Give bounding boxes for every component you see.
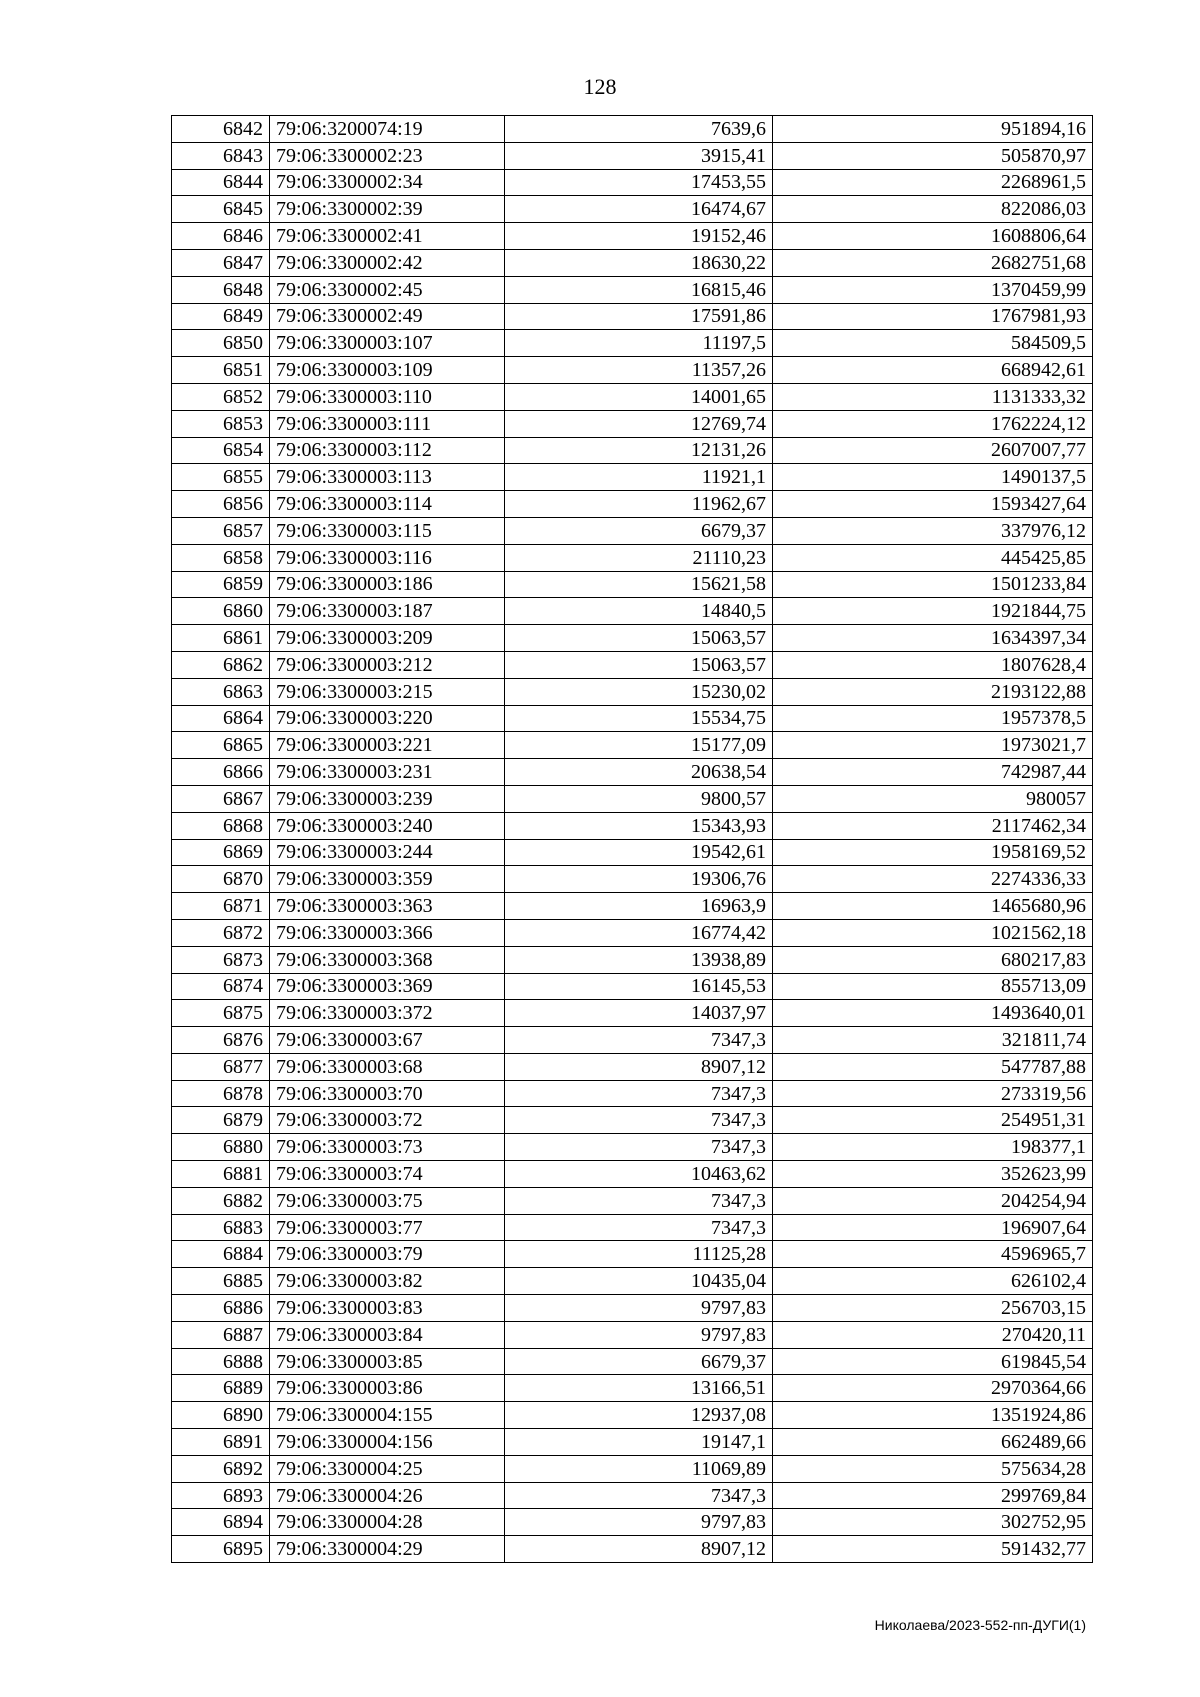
cadastral-number-cell: 79:06:3300003:77	[270, 1214, 505, 1241]
area-cell: 6679,37	[505, 1348, 773, 1375]
area-cell: 19152,46	[505, 223, 773, 250]
table-row	[172, 678, 1093, 705]
cadastral-value-table	[171, 115, 1093, 1563]
cadastral-value-cell: 2268961,5	[773, 169, 1093, 196]
cadastral-value-cell: 1767981,93	[773, 303, 1093, 330]
row-number-cell: 6885	[172, 1268, 270, 1295]
row-number-cell: 6889	[172, 1375, 270, 1402]
row-number-cell: 6873	[172, 946, 270, 973]
cadastral-number-cell: 79:06:3300002:41	[270, 223, 505, 250]
area-cell: 15177,09	[505, 732, 773, 759]
cadastral-number-cell: 79:06:3300004:28	[270, 1509, 505, 1536]
row-number-cell: 6865	[172, 732, 270, 759]
cadastral-number-cell: 79:06:3300003:70	[270, 1080, 505, 1107]
area-cell: 12769,74	[505, 410, 773, 437]
area-cell: 16145,53	[505, 973, 773, 1000]
cadastral-number-cell: 79:06:3300003:187	[270, 598, 505, 625]
table-row	[172, 142, 1093, 169]
row-number-cell: 6871	[172, 893, 270, 920]
cadastral-number-cell: 79:06:3300003:368	[270, 946, 505, 973]
cadastral-value-cell: 2682751,68	[773, 249, 1093, 276]
cadastral-value-cell: 668942,61	[773, 357, 1093, 384]
area-cell: 16963,9	[505, 893, 773, 920]
row-number-cell: 6858	[172, 544, 270, 571]
table-row	[172, 1268, 1093, 1295]
cadastral-number-cell: 79:06:3300003:369	[270, 973, 505, 1000]
cadastral-number-cell: 79:06:3300003:231	[270, 759, 505, 786]
row-number-cell: 6859	[172, 571, 270, 598]
table-row	[172, 1000, 1093, 1027]
cadastral-value-cell: 1131333,32	[773, 383, 1093, 410]
row-number-cell: 6877	[172, 1053, 270, 1080]
row-number-cell: 6850	[172, 330, 270, 357]
cadastral-value-cell: 254951,31	[773, 1107, 1093, 1134]
row-number-cell: 6874	[172, 973, 270, 1000]
row-number-cell: 6847	[172, 249, 270, 276]
table-row	[172, 1053, 1093, 1080]
cadastral-value-cell: 1921844,75	[773, 598, 1093, 625]
cadastral-number-cell: 79:06:3300003:107	[270, 330, 505, 357]
row-number-cell: 6887	[172, 1321, 270, 1348]
table-row	[172, 1402, 1093, 1429]
row-number-cell: 6842	[172, 116, 270, 143]
table-row	[172, 705, 1093, 732]
row-number-cell: 6895	[172, 1536, 270, 1563]
row-number-cell: 6878	[172, 1080, 270, 1107]
table-row	[172, 169, 1093, 196]
cadastral-number-cell: 79:06:3300003:74	[270, 1161, 505, 1188]
cadastral-number-cell: 79:06:3300003:84	[270, 1321, 505, 1348]
area-cell: 7639,6	[505, 116, 773, 143]
area-cell: 21110,23	[505, 544, 773, 571]
cadastral-value-cell: 1807628,4	[773, 651, 1093, 678]
row-number-cell: 6849	[172, 303, 270, 330]
cadastral-value-cell: 299769,84	[773, 1482, 1093, 1509]
cadastral-number-cell: 79:06:3300004:25	[270, 1455, 505, 1482]
table-row	[172, 919, 1093, 946]
area-cell: 3915,41	[505, 142, 773, 169]
cadastral-number-cell: 79:06:3300003:366	[270, 919, 505, 946]
cadastral-value-cell: 822086,03	[773, 196, 1093, 223]
row-number-cell: 6868	[172, 812, 270, 839]
cadastral-number-cell: 79:06:3300002:39	[270, 196, 505, 223]
table-row	[172, 785, 1093, 812]
table-row	[172, 196, 1093, 223]
cadastral-value-cell: 855713,09	[773, 973, 1093, 1000]
table-row	[172, 1187, 1093, 1214]
row-number-cell: 6883	[172, 1214, 270, 1241]
row-number-cell: 6863	[172, 678, 270, 705]
area-cell: 9797,83	[505, 1295, 773, 1322]
cadastral-number-cell: 79:06:3300004:29	[270, 1536, 505, 1563]
cadastral-value-cell: 1490137,5	[773, 464, 1093, 491]
cadastral-value-cell: 321811,74	[773, 1027, 1093, 1054]
table-row	[172, 1134, 1093, 1161]
row-number-cell: 6848	[172, 276, 270, 303]
table-row	[172, 437, 1093, 464]
row-number-cell: 6864	[172, 705, 270, 732]
table-row	[172, 866, 1093, 893]
cadastral-number-cell: 79:06:3300003:363	[270, 893, 505, 920]
area-cell: 11357,26	[505, 357, 773, 384]
area-cell: 9800,57	[505, 785, 773, 812]
cadastral-number-cell: 79:06:3300003:239	[270, 785, 505, 812]
cadastral-number-cell: 79:06:3300003:244	[270, 839, 505, 866]
table-row	[172, 464, 1093, 491]
cadastral-value-cell: 1465680,96	[773, 893, 1093, 920]
area-cell: 11197,5	[505, 330, 773, 357]
area-cell: 13166,51	[505, 1375, 773, 1402]
cadastral-value-cell: 619845,54	[773, 1348, 1093, 1375]
cadastral-number-cell: 79:06:3300003:73	[270, 1134, 505, 1161]
row-number-cell: 6843	[172, 142, 270, 169]
cadastral-number-cell: 79:06:3300002:42	[270, 249, 505, 276]
area-cell: 7347,3	[505, 1482, 773, 1509]
cadastral-number-cell: 79:06:3300003:75	[270, 1187, 505, 1214]
cadastral-value-cell: 2193122,88	[773, 678, 1093, 705]
row-number-cell: 6886	[172, 1295, 270, 1322]
area-cell: 12937,08	[505, 1402, 773, 1429]
row-number-cell: 6870	[172, 866, 270, 893]
area-cell: 11921,1	[505, 464, 773, 491]
area-cell: 16815,46	[505, 276, 773, 303]
area-cell: 6679,37	[505, 517, 773, 544]
area-cell: 15621,58	[505, 571, 773, 598]
cadastral-number-cell: 79:06:3300003:186	[270, 571, 505, 598]
cadastral-value-cell: 547787,88	[773, 1053, 1093, 1080]
document-reference: Николаева/2023-552-пп-ДУГИ(1)	[874, 1617, 1086, 1633]
area-cell: 15230,02	[505, 678, 773, 705]
area-cell: 7347,3	[505, 1214, 773, 1241]
area-cell: 10463,62	[505, 1161, 773, 1188]
table-row	[172, 383, 1093, 410]
table-row	[172, 1375, 1093, 1402]
cadastral-value-cell: 256703,15	[773, 1295, 1093, 1322]
cadastral-value-cell: 352623,99	[773, 1161, 1093, 1188]
table-row	[172, 946, 1093, 973]
area-cell: 9797,83	[505, 1321, 773, 1348]
cadastral-value-cell: 980057	[773, 785, 1093, 812]
row-number-cell: 6893	[172, 1482, 270, 1509]
area-cell: 15063,57	[505, 651, 773, 678]
cadastral-number-cell: 79:06:3300002:45	[270, 276, 505, 303]
cadastral-value-cell: 270420,11	[773, 1321, 1093, 1348]
row-number-cell: 6892	[172, 1455, 270, 1482]
table-row	[172, 1455, 1093, 1482]
cadastral-number-cell: 79:06:3300004:156	[270, 1429, 505, 1456]
area-cell: 7347,3	[505, 1080, 773, 1107]
table-row	[172, 1509, 1093, 1536]
area-cell: 7347,3	[505, 1027, 773, 1054]
cadastral-value-cell: 273319,56	[773, 1080, 1093, 1107]
table-row	[172, 544, 1093, 571]
cadastral-number-cell: 79:06:3300004:155	[270, 1402, 505, 1429]
cadastral-value-cell: 1973021,7	[773, 732, 1093, 759]
cadastral-value-cell: 1370459,99	[773, 276, 1093, 303]
cadastral-number-cell: 79:06:3300003:82	[270, 1268, 505, 1295]
cadastral-value-cell: 2274336,33	[773, 866, 1093, 893]
cadastral-number-cell: 79:06:3300003:221	[270, 732, 505, 759]
cadastral-value-cell: 584509,5	[773, 330, 1093, 357]
table-row	[172, 249, 1093, 276]
area-cell: 13938,89	[505, 946, 773, 973]
area-cell: 17591,86	[505, 303, 773, 330]
table-body	[172, 116, 1093, 1563]
row-number-cell: 6852	[172, 383, 270, 410]
area-cell: 19542,61	[505, 839, 773, 866]
table-row	[172, 1161, 1093, 1188]
cadastral-value-cell: 204254,94	[773, 1187, 1093, 1214]
cadastral-value-cell: 1493640,01	[773, 1000, 1093, 1027]
area-cell: 9797,83	[505, 1509, 773, 1536]
cadastral-number-cell: 79:06:3300002:34	[270, 169, 505, 196]
table-row	[172, 1214, 1093, 1241]
table-row	[172, 1482, 1093, 1509]
cadastral-number-cell: 79:06:3300003:115	[270, 517, 505, 544]
table-row	[172, 651, 1093, 678]
cadastral-value-cell: 680217,83	[773, 946, 1093, 973]
row-number-cell: 6888	[172, 1348, 270, 1375]
table-row	[172, 1348, 1093, 1375]
cadastral-number-cell: 79:06:3300003:240	[270, 812, 505, 839]
table-row	[172, 330, 1093, 357]
row-number-cell: 6894	[172, 1509, 270, 1536]
area-cell: 10435,04	[505, 1268, 773, 1295]
row-number-cell: 6869	[172, 839, 270, 866]
cadastral-value-cell: 2117462,34	[773, 812, 1093, 839]
area-cell: 19147,1	[505, 1429, 773, 1456]
cadastral-value-cell: 196907,64	[773, 1214, 1093, 1241]
table-row	[172, 276, 1093, 303]
row-number-cell: 6857	[172, 517, 270, 544]
row-number-cell: 6884	[172, 1241, 270, 1268]
cadastral-value-cell: 445425,85	[773, 544, 1093, 571]
row-number-cell: 6861	[172, 625, 270, 652]
area-cell: 16774,42	[505, 919, 773, 946]
page-number: 128	[583, 74, 617, 99]
table-row	[172, 1027, 1093, 1054]
cadastral-number-cell: 79:06:3300003:359	[270, 866, 505, 893]
cadastral-value-cell: 591432,77	[773, 1536, 1093, 1563]
cadastral-number-cell: 79:06:3300003:85	[270, 1348, 505, 1375]
area-cell: 14840,5	[505, 598, 773, 625]
table-row	[172, 625, 1093, 652]
area-cell: 12131,26	[505, 437, 773, 464]
row-number-cell: 6872	[172, 919, 270, 946]
table-row	[172, 893, 1093, 920]
cadastral-number-cell: 79:06:3300003:220	[270, 705, 505, 732]
cadastral-number-cell: 79:06:3200074:19	[270, 116, 505, 143]
cadastral-value-cell: 1021562,18	[773, 919, 1093, 946]
table-row	[172, 1080, 1093, 1107]
row-number-cell: 6879	[172, 1107, 270, 1134]
table-row	[172, 410, 1093, 437]
table-row	[172, 517, 1093, 544]
cadastral-number-cell: 79:06:3300003:111	[270, 410, 505, 437]
cadastral-number-cell: 79:06:3300002:23	[270, 142, 505, 169]
row-number-cell: 6854	[172, 437, 270, 464]
cadastral-number-cell: 79:06:3300004:26	[270, 1482, 505, 1509]
row-number-cell: 6846	[172, 223, 270, 250]
table-row	[172, 1295, 1093, 1322]
cadastral-value-cell: 198377,1	[773, 1134, 1093, 1161]
row-number-cell: 6866	[172, 759, 270, 786]
row-number-cell: 6853	[172, 410, 270, 437]
row-number-cell: 6867	[172, 785, 270, 812]
cadastral-value-cell: 742987,44	[773, 759, 1093, 786]
table-row	[172, 1429, 1093, 1456]
table-row	[172, 973, 1093, 1000]
cadastral-value-cell: 1608806,64	[773, 223, 1093, 250]
area-cell: 15534,75	[505, 705, 773, 732]
row-number-cell: 6855	[172, 464, 270, 491]
cadastral-number-cell: 79:06:3300003:372	[270, 1000, 505, 1027]
area-cell: 8907,12	[505, 1536, 773, 1563]
area-cell: 16474,67	[505, 196, 773, 223]
cadastral-number-cell: 79:06:3300003:83	[270, 1295, 505, 1322]
cadastral-number-cell: 79:06:3300002:49	[270, 303, 505, 330]
area-cell: 19306,76	[505, 866, 773, 893]
row-number-cell: 6856	[172, 491, 270, 518]
area-cell: 14001,65	[505, 383, 773, 410]
row-number-cell: 6891	[172, 1429, 270, 1456]
area-cell: 7347,3	[505, 1187, 773, 1214]
area-cell: 14037,97	[505, 1000, 773, 1027]
cadastral-value-cell: 1501233,84	[773, 571, 1093, 598]
area-cell: 15063,57	[505, 625, 773, 652]
cadastral-value-cell: 1762224,12	[773, 410, 1093, 437]
cadastral-value-cell: 662489,66	[773, 1429, 1093, 1456]
area-cell: 11125,28	[505, 1241, 773, 1268]
area-cell: 7347,3	[505, 1134, 773, 1161]
cadastral-number-cell: 79:06:3300003:113	[270, 464, 505, 491]
cadastral-number-cell: 79:06:3300003:68	[270, 1053, 505, 1080]
area-cell: 15343,93	[505, 812, 773, 839]
row-number-cell: 6862	[172, 651, 270, 678]
area-cell: 20638,54	[505, 759, 773, 786]
cadastral-value-cell: 302752,95	[773, 1509, 1093, 1536]
cadastral-value-cell: 4596965,7	[773, 1241, 1093, 1268]
area-cell: 11962,67	[505, 491, 773, 518]
table-row	[172, 839, 1093, 866]
row-number-cell: 6875	[172, 1000, 270, 1027]
cadastral-number-cell: 79:06:3300003:72	[270, 1107, 505, 1134]
cadastral-number-cell: 79:06:3300003:212	[270, 651, 505, 678]
row-number-cell: 6881	[172, 1161, 270, 1188]
cadastral-number-cell: 79:06:3300003:109	[270, 357, 505, 384]
cadastral-value-cell: 1957378,5	[773, 705, 1093, 732]
table-row	[172, 303, 1093, 330]
cadastral-value-cell: 2970364,66	[773, 1375, 1093, 1402]
cadastral-number-cell: 79:06:3300003:215	[270, 678, 505, 705]
table-row	[172, 598, 1093, 625]
area-cell: 11069,89	[505, 1455, 773, 1482]
area-cell: 8907,12	[505, 1053, 773, 1080]
area-cell: 18630,22	[505, 249, 773, 276]
row-number-cell: 6882	[172, 1187, 270, 1214]
cadastral-value-cell: 337976,12	[773, 517, 1093, 544]
row-number-cell: 6880	[172, 1134, 270, 1161]
table-row	[172, 759, 1093, 786]
table-row	[172, 116, 1093, 143]
cadastral-value-cell: 1351924,86	[773, 1402, 1093, 1429]
table-row	[172, 571, 1093, 598]
cadastral-number-cell: 79:06:3300003:114	[270, 491, 505, 518]
area-cell: 17453,55	[505, 169, 773, 196]
table-row	[172, 732, 1093, 759]
cadastral-value-cell: 951894,16	[773, 116, 1093, 143]
table-row	[172, 1241, 1093, 1268]
cadastral-value-cell: 2607007,77	[773, 437, 1093, 464]
table-row	[172, 357, 1093, 384]
cadastral-value-cell: 505870,97	[773, 142, 1093, 169]
table-row	[172, 1107, 1093, 1134]
row-number-cell: 6860	[172, 598, 270, 625]
cadastral-number-cell: 79:06:3300003:86	[270, 1375, 505, 1402]
cadastral-value-cell: 1593427,64	[773, 491, 1093, 518]
table-row	[172, 812, 1093, 839]
cadastral-number-cell: 79:06:3300003:112	[270, 437, 505, 464]
cadastral-value-cell: 575634,28	[773, 1455, 1093, 1482]
cadastral-number-cell: 79:06:3300003:116	[270, 544, 505, 571]
cadastral-value-cell: 1958169,52	[773, 839, 1093, 866]
row-number-cell: 6851	[172, 357, 270, 384]
row-number-cell: 6845	[172, 196, 270, 223]
cadastral-number-cell: 79:06:3300003:79	[270, 1241, 505, 1268]
cadastral-value-cell: 626102,4	[773, 1268, 1093, 1295]
table-row	[172, 1321, 1093, 1348]
table-row	[172, 223, 1093, 250]
cadastral-number-cell: 79:06:3300003:67	[270, 1027, 505, 1054]
table-row	[172, 491, 1093, 518]
row-number-cell: 6890	[172, 1402, 270, 1429]
cadastral-value-cell: 1634397,34	[773, 625, 1093, 652]
area-cell: 7347,3	[505, 1107, 773, 1134]
cadastral-number-cell: 79:06:3300003:110	[270, 383, 505, 410]
row-number-cell: 6844	[172, 169, 270, 196]
row-number-cell: 6876	[172, 1027, 270, 1054]
table-row	[172, 1536, 1093, 1563]
cadastral-number-cell: 79:06:3300003:209	[270, 625, 505, 652]
